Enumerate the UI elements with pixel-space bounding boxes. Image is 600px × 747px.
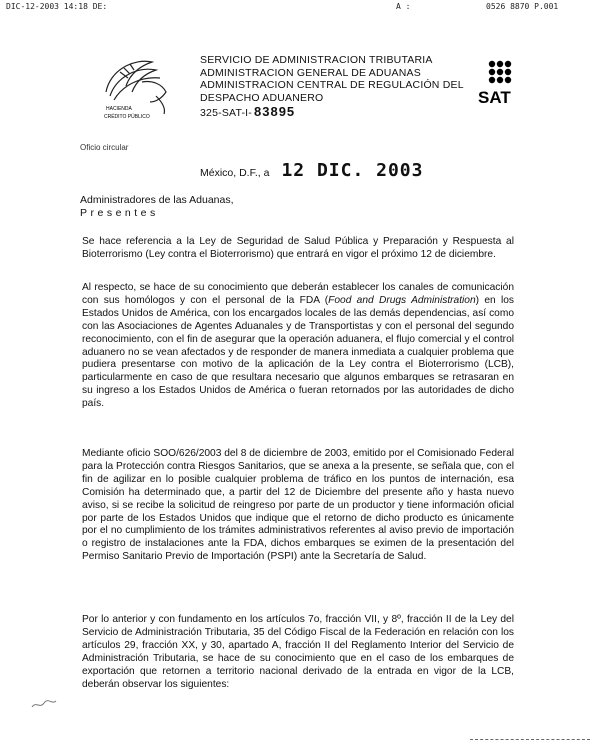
date-place: México, D.F., a: [200, 167, 270, 179]
sat-logo-text: SAT: [478, 88, 511, 107]
paragraph-2-part-b: ) en los Estados Unidos de América, con los encargados locales de las demás dependencias, así como con las Asociaciones de Agentes Aduanales y de Transportistas y con el personal del segundo reconocimiento, con el fin de asegurar que la operación aduanera, el flujo comercial y el control aduanero no se vean afectados y de responder de manera inmediata a cualquier problema que pudiera presentarse con motivo de la aplicación de la Ley contra el Bioterrorismo (LCB), particularmente en caso de que resultara necesario que algunos embarques se retrasaran en su ingreso a los Estados Unidos de América o fueran retornados por las autoridades de dicho país.: [82, 294, 514, 410]
office-number-line: [200, 106, 460, 120]
circular-label: Oficio circular: [80, 143, 129, 152]
paragraph-3: Mediante oficio SOO/626/2003 del 8 de diciembre de 2003, emitido por el Comisionado Federal para la Protección contra Riesgos Sanitarios, que se anexa a la presente, se señala que, con el fin de agilizar en lo posible cualquier problema de tráfico en los puntos de internación, esa Comisión ha determinado que, a partir del 12 de Diciembre del presente año y hasta nuevo aviso, si se recibe la solicitud de reingreso por parte de un productor y tiene información oficial por parte de los Estados Unidos que indique que el retorno de dicho producto es únicamente por el no cumplimiento de los trámites administrativos referentes al aviso previo de importación o registro de instalaciones ante la FDA, dichos embarques se eximen de la presentación del Permiso Sanitario Previo de Importación (PSPI) ante la Secretaría de Salud.: [82, 448, 514, 563]
fax-header: [6, 2, 594, 12]
fax-header-middle: A :: [396, 2, 411, 11]
date-line: [200, 160, 423, 181]
sat-logo: [474, 58, 534, 108]
addressee-line-1: Administradores de las Aduanas,: [80, 194, 234, 206]
paragraph-1: Se hace referencia a la Ley de Seguridad de Salud Pública y Preparación y Respuesta al Bioterrorismo (Ley contra el Bioterrorismo) que entrará en vigor el próximo 12 de diciembre.: [82, 236, 514, 260]
paragraph-2-italic: Food and Drugs Administration: [328, 294, 476, 306]
paragraph-2: [82, 282, 514, 411]
fax-header-right: 0526 8870 P.001: [486, 2, 559, 11]
office-number: 83895: [254, 104, 296, 119]
pen-mark-icon: [30, 697, 60, 714]
agency-line-3: ADMINISTRACION CENTRAL DE REGULACIÓN DEL: [200, 79, 464, 91]
sat-dots-logo: [474, 58, 534, 108]
agency-heading: [200, 54, 464, 120]
logo-text-1: HACIENDA: [106, 106, 132, 112]
paragraph-2-part-a: Al respecto, se hace de su conocimiento que deberán establecer los canales de comunicación con sus homólogos y con el personal de la FDA (: [82, 282, 514, 306]
logo-text-2: CRÉDITO PÚBLICO: [104, 114, 150, 120]
fax-header-left: DIC-12-2003 14:18 DE:: [6, 2, 108, 11]
paragraph-4: Por lo anterior y con fundamento en los artículos 7o, fracción VII, y 8º, fracción II de la Ley del Servicio de Administración Tributaria, 35 del Código Fiscal de la Federación en relación con los artículos 29, fracción XX, y 30, apartado A, fracción II del Reglamento Interior del Servicio de Administración Tributaria, se hace de su conocimiento que en el caso de los embarques de exportación que retornen a territorio nacional derivado de la entrada en vigor de la LCB, deberán observar los siguientes:: [82, 614, 514, 690]
date-stamp: 12 DIC. 2003: [281, 160, 424, 181]
addressee: [80, 194, 234, 220]
agency-line-2: ADMINISTRACION GENERAL DE ADUANAS: [200, 66, 421, 79]
agency-line-4: DESPACHO ADUANERO: [200, 91, 324, 104]
addressee-line-2: Presentes: [80, 207, 159, 219]
scan-artifact-line: [470, 739, 590, 743]
mexico-coat-of-arms-logo: [100, 52, 180, 122]
agency-line-1: SERVICIO DE ADMINISTRACION TRIBUTARIA: [200, 54, 433, 66]
office-prefix: 325-SAT-I-: [200, 107, 252, 119]
